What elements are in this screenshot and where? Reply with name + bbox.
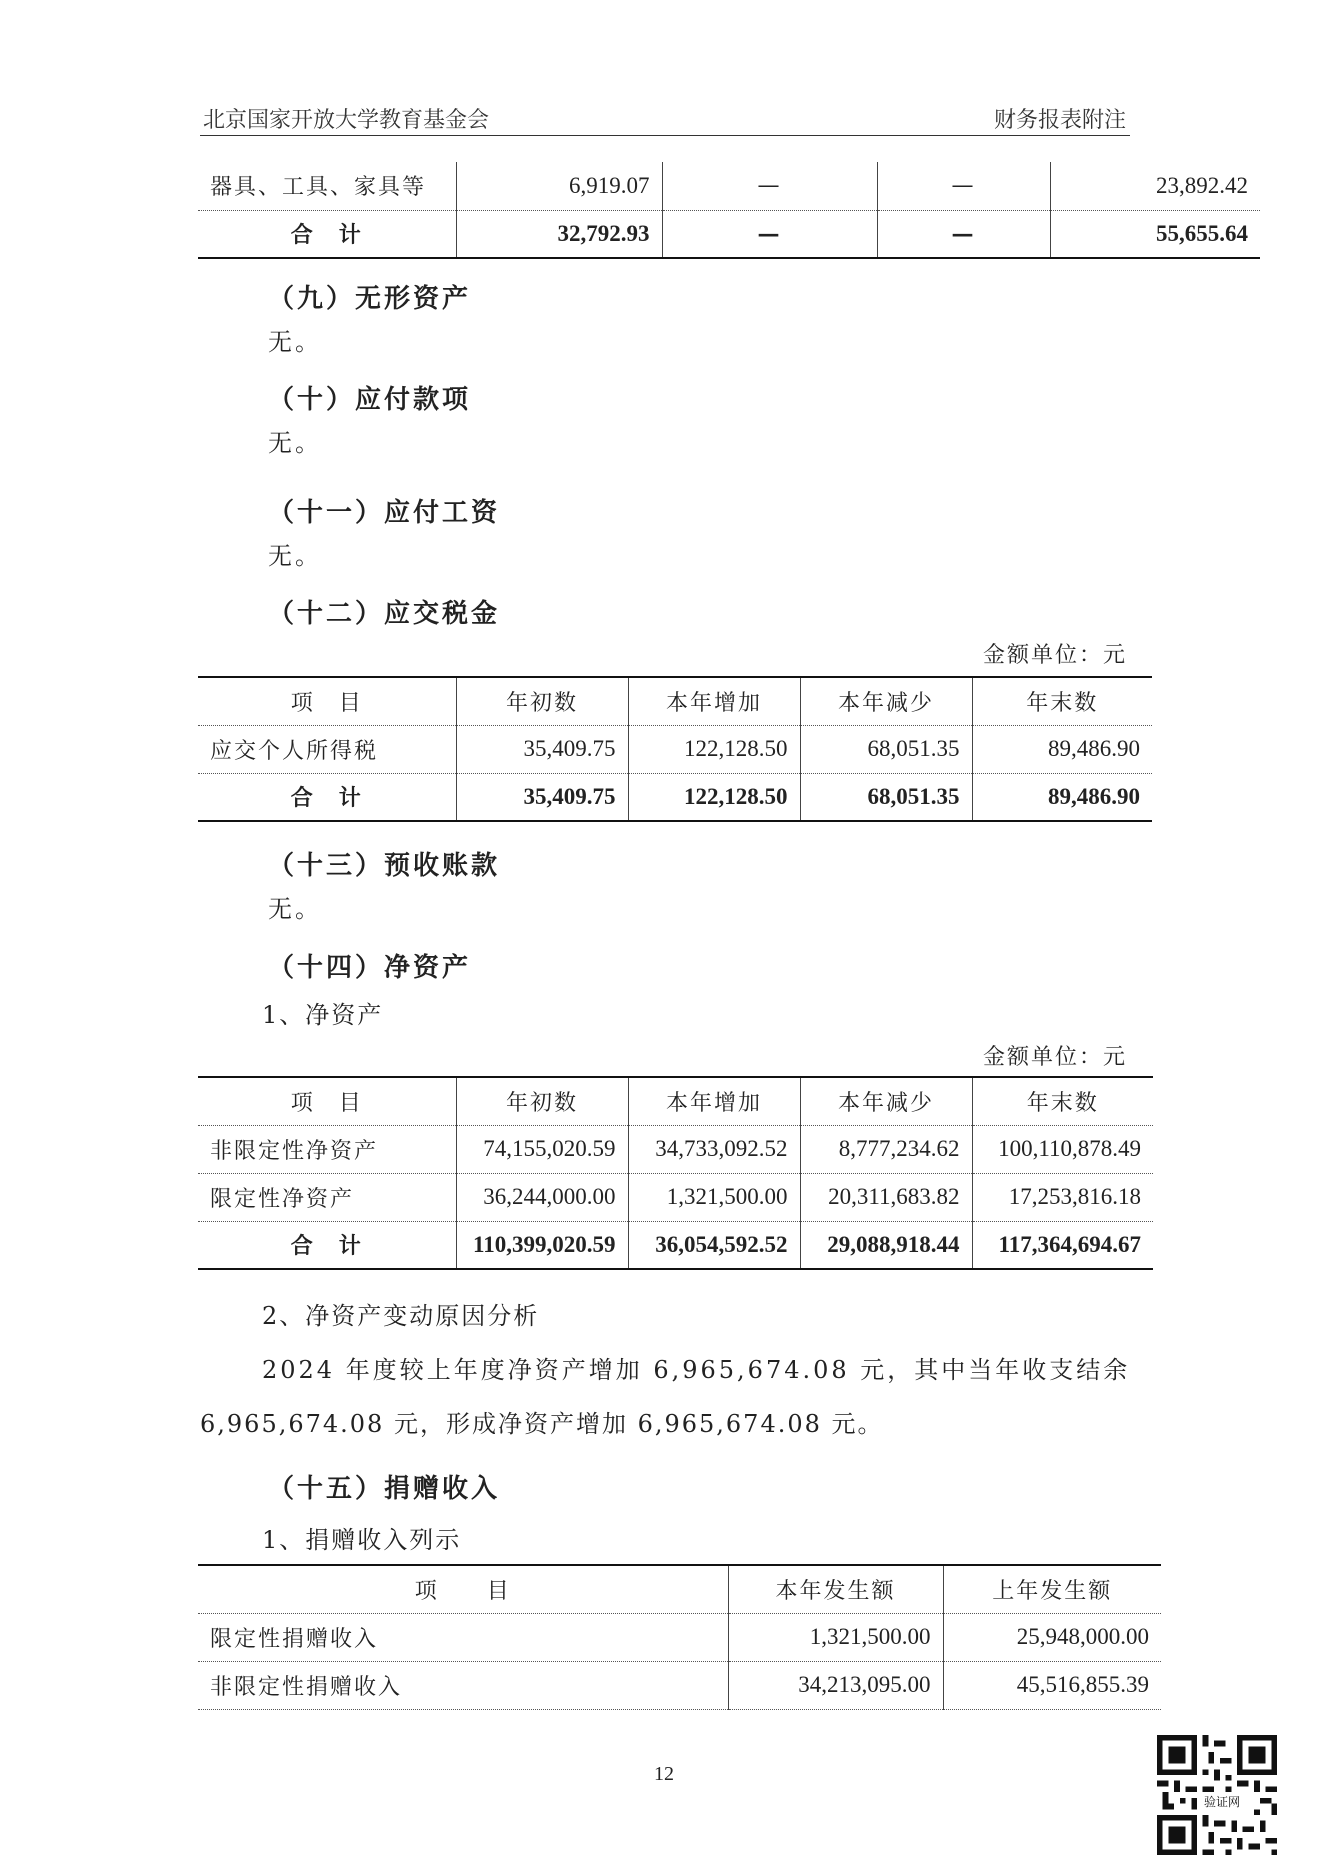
table-row — [198, 1125, 1153, 1173]
column-header: 年末数 — [972, 677, 1152, 725]
column-header: 项 目 — [198, 1077, 456, 1125]
cell-value: 55,655.64 — [1050, 210, 1260, 258]
cell-value: 117,364,694.67 — [972, 1221, 1153, 1269]
cell-value: 20,311,683.82 — [800, 1173, 972, 1221]
row-label: 非限定性净资产 — [198, 1125, 456, 1173]
net-assets-table — [198, 1076, 1153, 1270]
cell-value: 17,253,816.18 — [972, 1173, 1153, 1221]
cell-value: 8,777,234.62 — [800, 1125, 972, 1173]
section-body: 无。 — [268, 429, 322, 457]
section-title-taxes-payable: （十二）应交税金 — [268, 599, 501, 629]
cell-value: 1,321,500.00 — [628, 1173, 800, 1221]
row-label: 应交个人所得税 — [198, 725, 456, 773]
section-title-payables: （十）应付款项 — [268, 385, 472, 415]
table-total-row — [198, 210, 1260, 258]
subsection-title: 1、捐赠收入列示 — [262, 1526, 462, 1554]
amount-unit: 金额单位：元 — [982, 1045, 1127, 1070]
header-divider — [200, 135, 1130, 136]
cell-value: 68,051.35 — [800, 725, 972, 773]
cell-value: — — [662, 210, 877, 258]
column-header: 本年发生额 — [728, 1565, 943, 1613]
table-row — [198, 1173, 1153, 1221]
table-header-row — [198, 677, 1152, 725]
cell-value: 34,733,092.52 — [628, 1125, 800, 1173]
amount-unit: 金额单位：元 — [982, 643, 1127, 668]
column-header: 本年增加 — [628, 1077, 800, 1125]
cell-value: 35,409.75 — [456, 773, 628, 821]
cell-value: 25,948,000.00 — [943, 1613, 1161, 1661]
column-header: 年初数 — [456, 1077, 628, 1125]
cell-value: 100,110,878.49 — [972, 1125, 1153, 1173]
column-header: 本年增加 — [628, 677, 800, 725]
total-label: 合 计 — [290, 785, 363, 812]
column-header: 上年发生额 — [943, 1565, 1161, 1613]
section-body: 无。 — [268, 895, 322, 923]
total-label: 合 计 — [290, 1233, 363, 1260]
cell-value: 68,051.35 — [800, 773, 972, 821]
cell-value: 34,213,095.00 — [728, 1661, 943, 1709]
section-title-advance-receipts: （十三）预收账款 — [268, 851, 501, 881]
table-total-row — [198, 1221, 1153, 1269]
table-row — [198, 1661, 1161, 1709]
fixed-assets-table — [198, 162, 1260, 259]
cell-value: — — [877, 210, 1050, 258]
qr-label: 验证网 — [1204, 1795, 1241, 1809]
table-header-row — [198, 1077, 1153, 1125]
cell-value: 1,321,500.00 — [728, 1613, 943, 1661]
column-header: 本年减少 — [800, 1077, 972, 1125]
paragraph-line: 6,965,674.08 元，形成净资产增加 6,965,674.08 元。 — [200, 1410, 884, 1438]
column-header: 本年减少 — [800, 677, 972, 725]
table-total-row — [198, 773, 1152, 821]
column-header: 年末数 — [972, 1077, 1153, 1125]
cell-value: 6,919.07 — [456, 162, 662, 210]
cell-value: 122,128.50 — [628, 773, 800, 821]
cell-value: 36,244,000.00 — [456, 1173, 628, 1221]
table-header-row — [198, 1565, 1161, 1613]
cell-value: 35,409.75 — [456, 725, 628, 773]
taxes-table — [198, 676, 1152, 822]
cell-value: 45,516,855.39 — [943, 1661, 1161, 1709]
cell-value: — — [662, 162, 877, 210]
table-row — [198, 1613, 1161, 1661]
header-org-name: 北京国家开放大学教育基金会 — [203, 108, 490, 133]
cell-value: 110,399,020.59 — [456, 1221, 628, 1269]
page-number: 12 — [654, 1763, 674, 1785]
total-label: 合 计 — [290, 222, 363, 249]
cell-value: 74,155,020.59 — [456, 1125, 628, 1173]
section-body: 无。 — [268, 542, 322, 570]
cell-value: 89,486.90 — [972, 725, 1152, 773]
subsection-title: 2、净资产变动原因分析 — [262, 1302, 540, 1330]
section-title-donation-income: （十五）捐赠收入 — [268, 1474, 501, 1504]
row-label: 非限定性捐赠收入 — [198, 1661, 728, 1709]
subsection-title: 1、净资产 — [262, 1001, 384, 1029]
section-title-wages-payable: （十一）应付工资 — [268, 498, 501, 528]
row-label: 限定性净资产 — [198, 1173, 456, 1221]
header-section-name: 财务报表附注 — [993, 108, 1126, 133]
table-row — [198, 725, 1152, 773]
cell-value: — — [877, 162, 1050, 210]
row-label: 限定性捐赠收入 — [198, 1613, 728, 1661]
cell-value: 89,486.90 — [972, 773, 1152, 821]
column-header: 项 目 — [198, 1565, 728, 1613]
cell-value: 23,892.42 — [1050, 162, 1260, 210]
cell-value: 122,128.50 — [628, 725, 800, 773]
column-header: 项 目 — [198, 677, 456, 725]
cell-value: 32,792.93 — [456, 210, 662, 258]
column-header: 年初数 — [456, 677, 628, 725]
section-title-intangible-assets: （九）无形资产 — [268, 284, 472, 314]
cell-value: 29,088,918.44 — [800, 1221, 972, 1269]
table-row — [198, 162, 1260, 210]
section-title-net-assets: （十四）净资产 — [268, 953, 472, 983]
donation-income-table — [198, 1564, 1161, 1710]
paragraph-line: 2024 年度较上年度净资产增加 6,965,674.08 元，其中当年收支结余 — [262, 1356, 1131, 1384]
row-label: 器具、工具、家具等 — [198, 162, 456, 210]
section-body: 无。 — [268, 328, 322, 356]
cell-value: 36,054,592.52 — [628, 1221, 800, 1269]
